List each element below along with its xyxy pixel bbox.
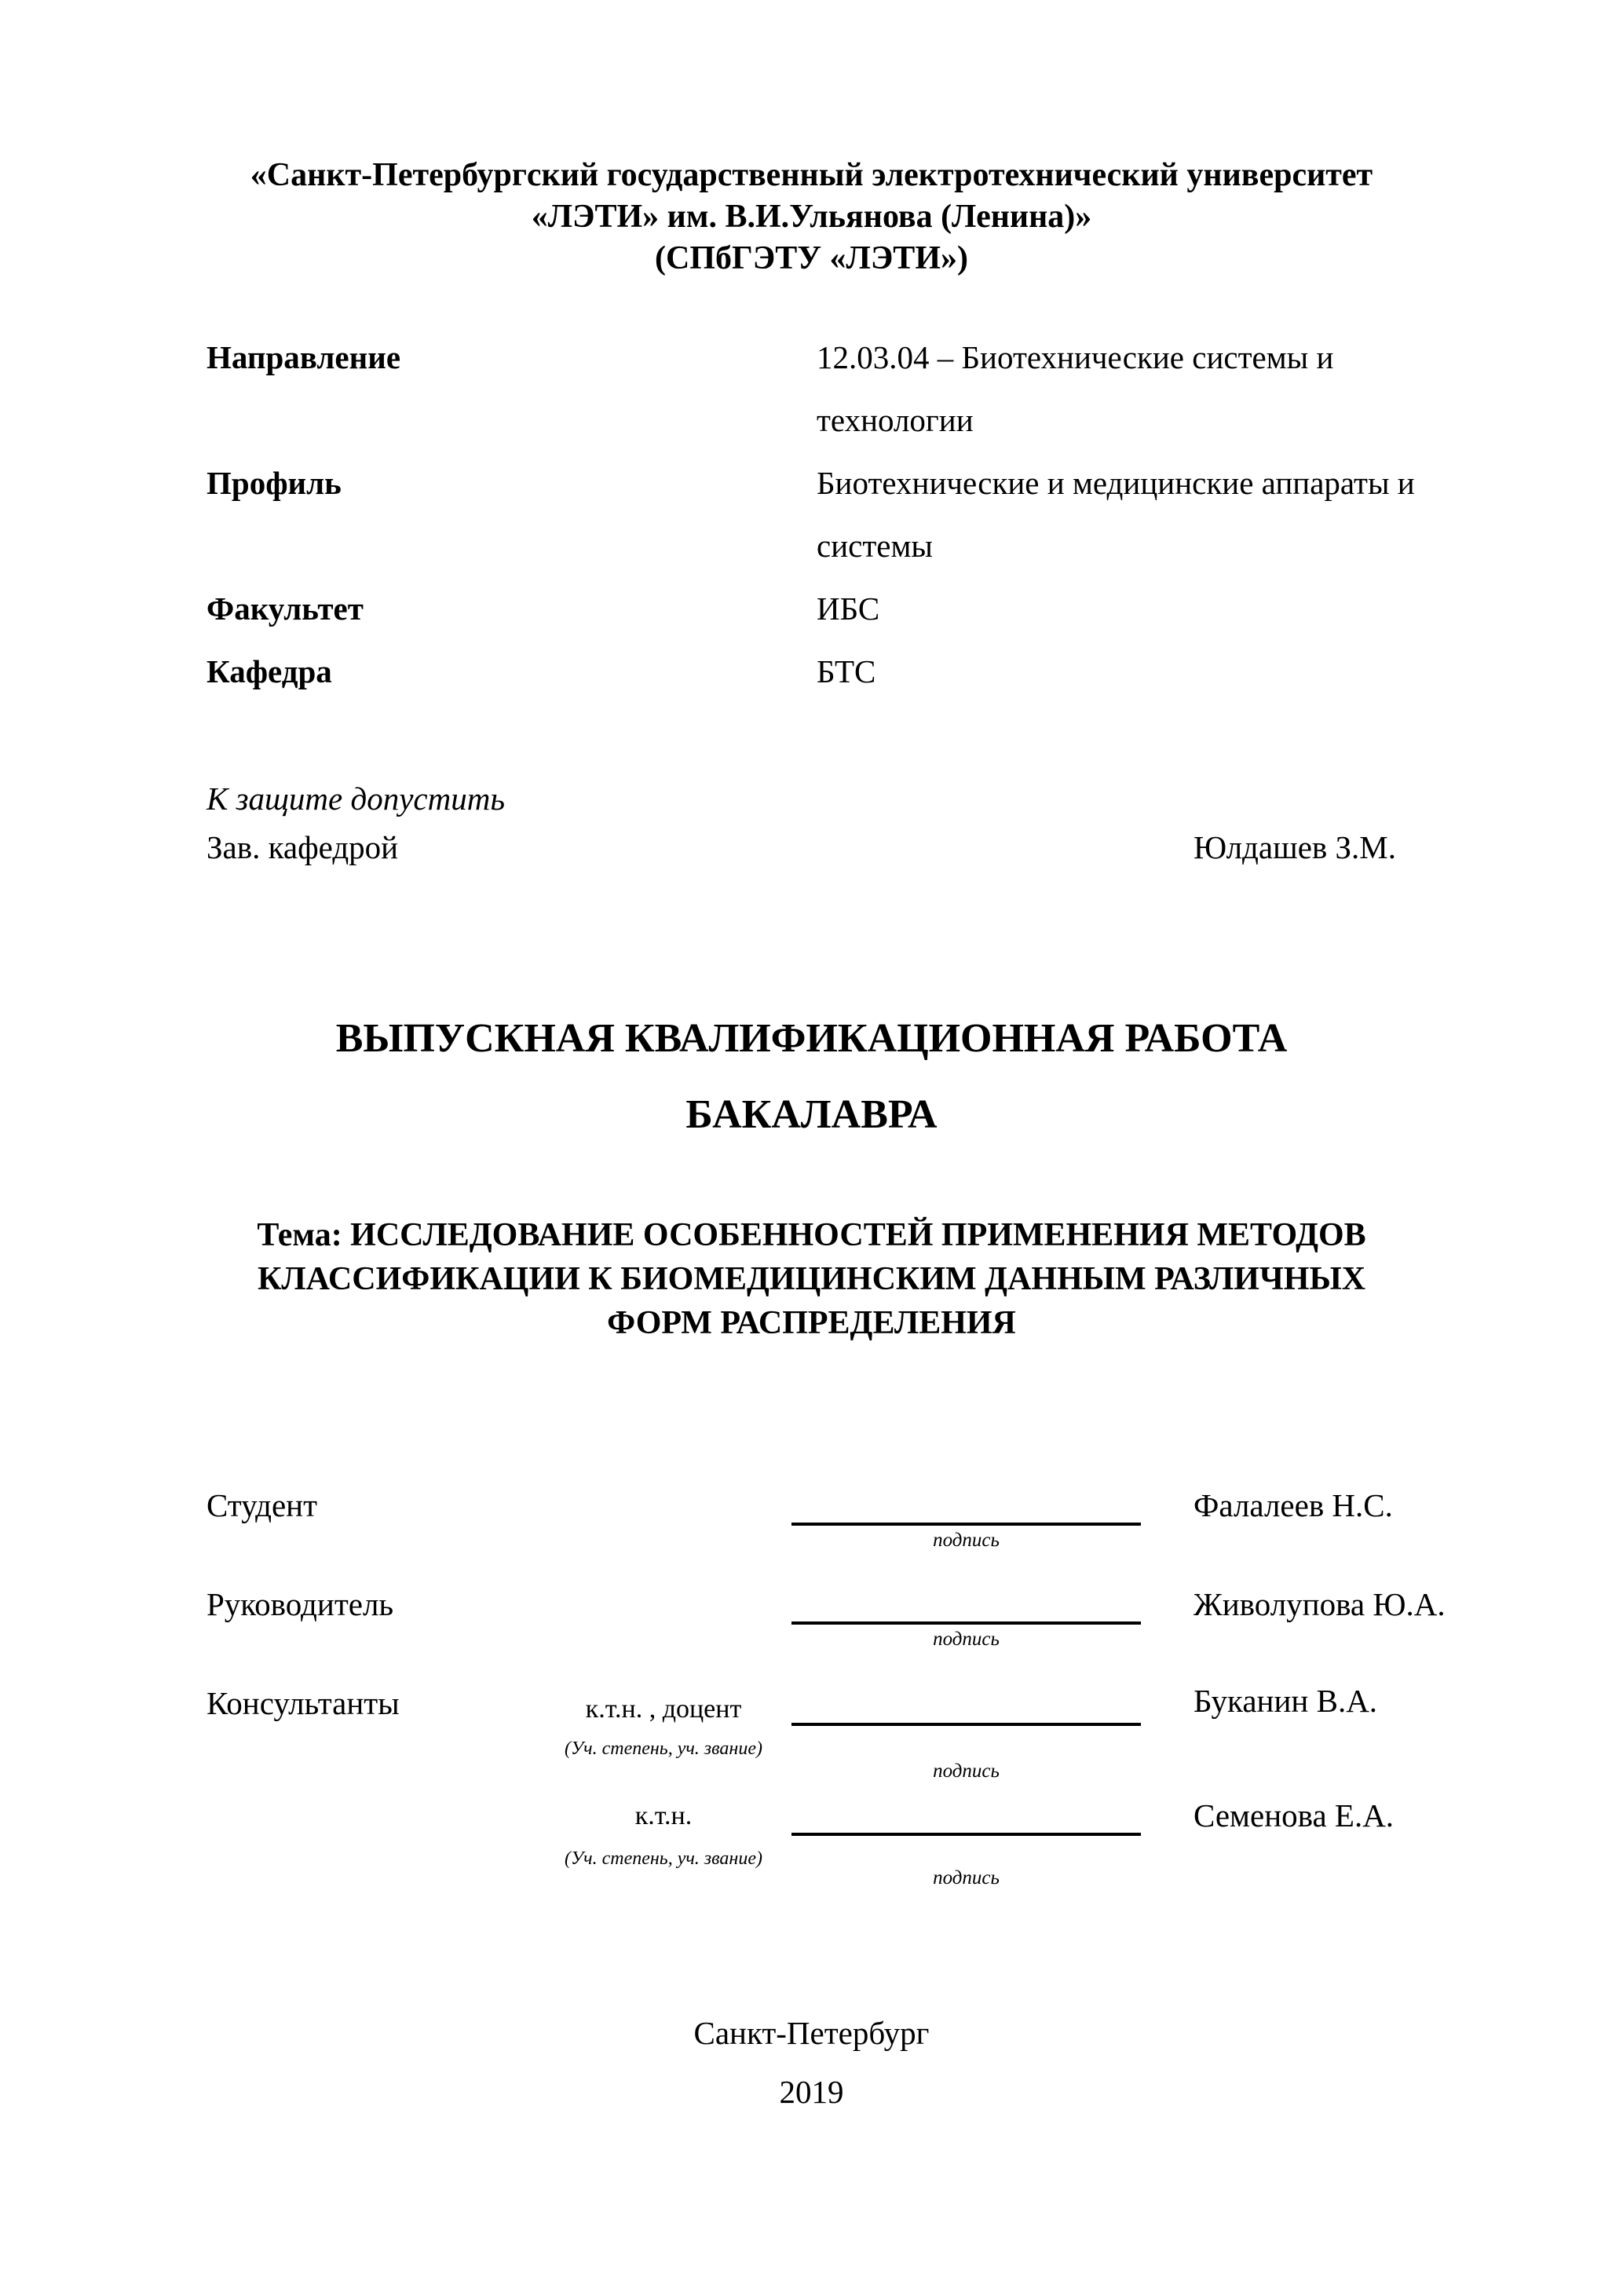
field-label-profile: Профиль [207, 465, 342, 501]
field-row-direction-cont [207, 389, 1592, 452]
university-name-line3: (СПбГЭТУ «ЛЭТИ») [655, 240, 968, 276]
topic-block [94, 1213, 1529, 1345]
field-row-department [207, 640, 1592, 703]
footer-year: 2019 [779, 2074, 844, 2110]
signature-caption: подпись [933, 1867, 1000, 1888]
program-fields [207, 326, 1592, 703]
university-name-line2: «ЛЭТИ» им. В.И.Ульянова (Ленина)» [531, 199, 1092, 235]
signature-name-supervisor: Живолупова Ю.А. [1193, 1586, 1446, 1622]
degree-caption: (Уч. степень, уч. звание) [565, 1848, 762, 1869]
degree-caption: (Уч. степень, уч. звание) [565, 1738, 762, 1759]
signature-line [791, 1523, 1141, 1526]
signature-name-consultant-1: Буканин В.А. [1193, 1683, 1378, 1719]
field-value-profile-cont: системы [817, 528, 933, 564]
field-value-faculty: ИБС [817, 590, 880, 627]
signature-role-consultants: Консультанты [207, 1685, 400, 1721]
consultant-degree-2: к.т.н. [634, 1801, 693, 1830]
field-label-faculty: Факультет [207, 590, 364, 627]
signature-line [791, 1621, 1141, 1625]
university-header [0, 155, 1623, 280]
field-row-direction [207, 326, 1592, 389]
field-row-profile-cont [207, 514, 1592, 577]
signature-caption: подпись [933, 1760, 1000, 1782]
university-name-line1: «Санкт-Петербургский государственный электротехнический университет [250, 157, 1373, 193]
signature-role-supervisor: Руководитель [207, 1586, 394, 1622]
admission-permit-line: К защите допустить [207, 781, 505, 817]
topic-line1: Тема: ИССЛЕДОВАНИЕ ОСОБЕННОСТЕЙ ПРИМЕНЕНИЯ МЕТОДОВ [257, 1217, 1366, 1253]
field-label-empty [207, 514, 817, 577]
field-label-direction: Направление [207, 339, 401, 375]
signature-caption: подпись [933, 1629, 1000, 1650]
field-value-profile: Биотехнические и медицинские аппараты и [817, 465, 1415, 501]
field-label-department: Кафедра [207, 653, 332, 689]
signature-role-student: Студент [207, 1487, 318, 1523]
signature-caption: подпись [933, 1530, 1000, 1551]
field-row-profile [207, 452, 1592, 514]
field-label-empty [207, 389, 817, 452]
field-value-direction-cont: технологии [817, 402, 974, 438]
signature-line [791, 1723, 1141, 1726]
topic-line2: КЛАССИФИКАЦИИ К БИОМЕДИЦИНСКИМ ДАННЫМ РАЗЛИЧНЫХ [257, 1261, 1366, 1297]
topic-line3: ФОРМ РАСПРЕДЕЛЕНИЯ [607, 1305, 1016, 1341]
work-title-line1: ВЫПУСКНАЯ КВАЛИФИКАЦИОННАЯ РАБОТА [335, 1016, 1288, 1061]
footer-city: Санкт-Петербург [693, 2015, 930, 2051]
signature-name-student: Фалалеев Н.С. [1193, 1487, 1393, 1523]
field-value-direction: 12.03.04 – Биотехнические системы и [817, 339, 1334, 375]
signature-name-consultant-2: Семенова Е.А. [1193, 1797, 1395, 1834]
work-title-line2: БАКАЛАВРА [685, 1092, 938, 1137]
field-value-department: БТС [817, 653, 876, 689]
signature-line [791, 1833, 1141, 1836]
department-head-role: Зав. кафедрой [207, 829, 399, 865]
department-head-name: Юлдашев З.М. [1193, 829, 1396, 865]
consultant-degree-1: к.т.н. , доцент [585, 1695, 742, 1724]
field-row-faculty [207, 577, 1592, 640]
